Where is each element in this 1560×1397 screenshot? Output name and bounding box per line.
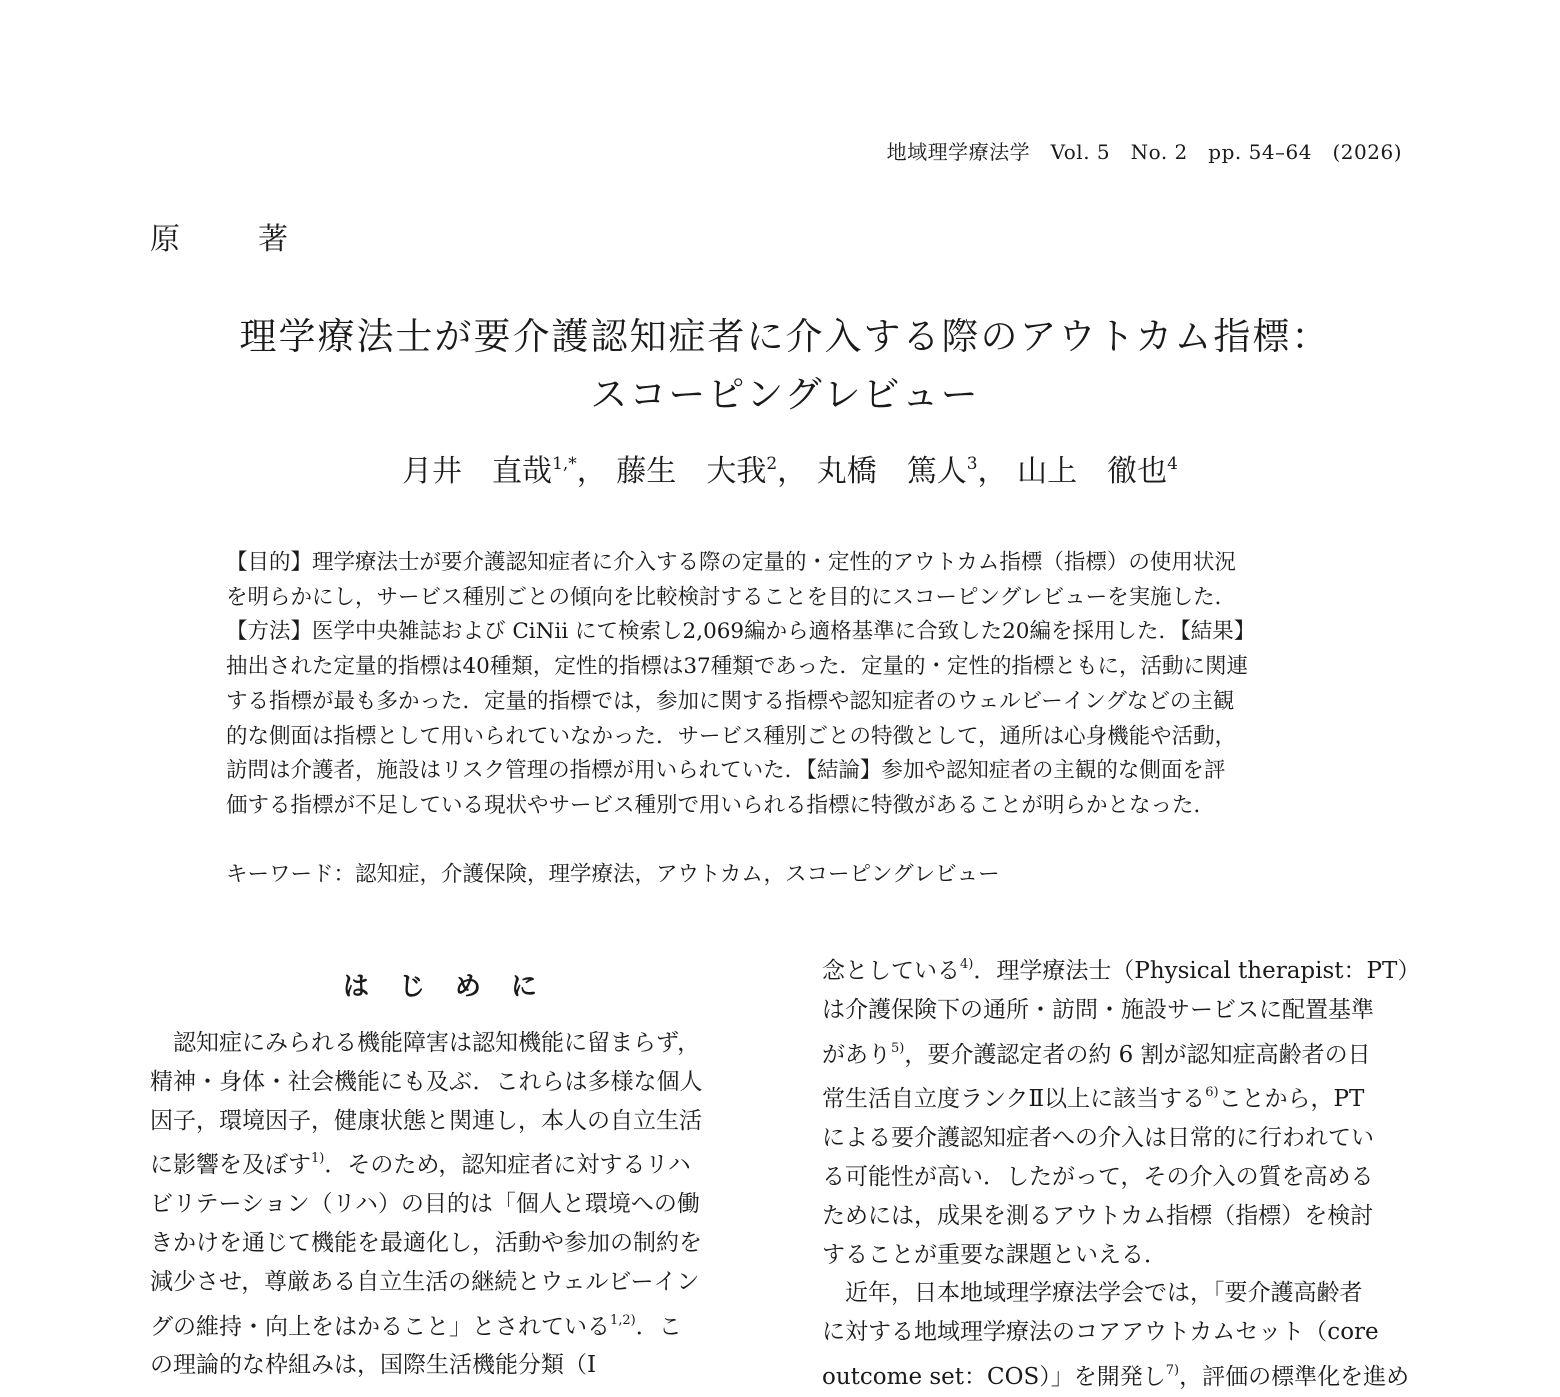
body-line: 常生活自立度ランクⅡ以上に該当する$^{6)}$ことから，PT <box>822 1085 1365 1113</box>
body-line: に影響を及ぼす$^{1)}$．そのため，認知症者に対するリハ <box>150 1151 691 1179</box>
body-line: 因子，環境因子，健康状態と関連し，本人の自立生活 <box>150 1107 702 1134</box>
body-line: ためには，成果を測るアウトカム指標（指標）を検討 <box>822 1202 1374 1229</box>
author-affiliation: 2 <box>766 454 778 474</box>
author-separator: ， <box>777 454 808 489</box>
author-list <box>0 446 1560 490</box>
abstract-line: 【目的】理学療法士が要介護認知症者に介入する際の定量的・定性的アウトカム指標（指標）の使用状況 <box>226 550 1236 575</box>
body-line: に対する地域理学療法のコアアウトカムセット（core <box>822 1319 1379 1346</box>
author-affiliation: 4 <box>1167 454 1178 474</box>
body-line: ビリテーション（リハ）の目的は「個人と環境への働 <box>150 1191 700 1218</box>
abstract-line: を明らかにし，サービス種別ごとの傾向を比較検討することを目的にスコーピングレビューを実施した． <box>226 584 1237 610</box>
author-name: 丸橋 篤人 <box>816 454 967 489</box>
citation: 1) <box>311 1151 325 1167</box>
author-separator: ， <box>977 454 1008 489</box>
body-line: することが重要な課題といえる． <box>822 1241 1167 1268</box>
journal-header: 地域理学療法学 Vol. 5 No. 2 pp. 54–64 (2026) <box>886 140 1402 164</box>
abstract-line: 【方法】医学中央雑誌および CiNii にて検索し2,069編から適格基準に合致した20編を採用した．【結果】 <box>226 619 1256 645</box>
body-line: outcome set：COS）」を開発し$^{7)}$，評価の標準化を進め <box>822 1362 1410 1390</box>
author-name: 月井 直哉 <box>402 454 553 489</box>
body-line: の理論的な枠組みは，国際生活機能分類（I <box>150 1352 597 1379</box>
abstract <box>226 546 1362 824</box>
body-line: は介護保険下の通所・訪問・施設サービスに配置基準 <box>822 996 1374 1023</box>
keywords: キーワード：認知症，介護保険，理学療法，アウトカム，スコーピングレビュー <box>226 862 1000 887</box>
citation: 1,2) <box>610 1312 636 1328</box>
abstract-line: 抽出された定量的指標は40種類，定性的指標は37種類であった．定量的・定性的指標ともに，活動に関連 <box>226 654 1249 680</box>
title-line-1: 理学療法士が要介護認知症者に介入する際のアウトカム指標： <box>239 315 1331 358</box>
citation: 4) <box>960 957 974 972</box>
intro-heading: はじめに <box>342 972 567 1002</box>
section-label: 原著 <box>150 222 366 257</box>
body-line: 念としている$^{4)}$．理学療法士（Physical therapist：PT） <box>822 957 1421 984</box>
body-column-right <box>822 946 1432 1397</box>
author-separator: ， <box>576 454 607 489</box>
abstract-line: 価する指標が不足している現状やサービス種別で用いられる指標に特徴があることが明らかとなった． <box>226 792 1216 818</box>
citation: 7) <box>1165 1362 1180 1378</box>
author-affiliation: 1,* <box>552 454 577 474</box>
body-line: 近年，日本地域理学療法学会では，「要介護高齢者 <box>822 1280 1363 1307</box>
body-line: きかけを通じて機能を最適化し，活動や参加の制約を <box>150 1229 702 1256</box>
paper-title <box>0 308 1560 424</box>
abstract-line: 的な側面は指標として用いられていなかった．サービス種別ごとの特徴として，通所は心身機能や活動， <box>226 723 1237 749</box>
body-column-left <box>150 1024 760 1385</box>
body-line: 認知症にみられる機能障害は認知機能に留まらず， <box>150 1030 701 1056</box>
body-line: 精神・身体・社会機能にも及ぶ．これらは多様な個人 <box>150 1068 703 1095</box>
body-line: 減少させ，尊厳ある自立生活の継続とウェルビーイン <box>150 1268 700 1295</box>
author-name: 藤生 大我 <box>616 454 767 489</box>
citation: 6) <box>1205 1085 1219 1101</box>
body-line: グの維持・向上をはかること」とされている$^{1,2)}$．こ <box>150 1312 682 1340</box>
author-affiliation: 3 <box>966 454 978 474</box>
abstract-line: する指標が最も多かった．定量的指標では，参加に関する指標や認知症者のウェルビーイングなどの主観 <box>226 688 1235 714</box>
body-line: による要介護認知症者への介入は日常的に行われてい <box>822 1125 1374 1152</box>
body-line: る可能性が高い．したがって，その介入の質を高める <box>822 1163 1374 1190</box>
abstract-line: 訪問は介護者，施設はリスク管理の指標が用いられていた．【結論】参加や認知症者の主観的な側面を評 <box>226 758 1226 784</box>
title-line-2: スコーピングレビュー <box>590 373 980 416</box>
citation: 5) <box>891 1040 905 1056</box>
body-line: があり$^{5)}$，要介護認定者の約 6 割が認知症高齢者の日 <box>822 1040 1371 1068</box>
author-name: 山上 徹也 <box>1017 454 1168 489</box>
